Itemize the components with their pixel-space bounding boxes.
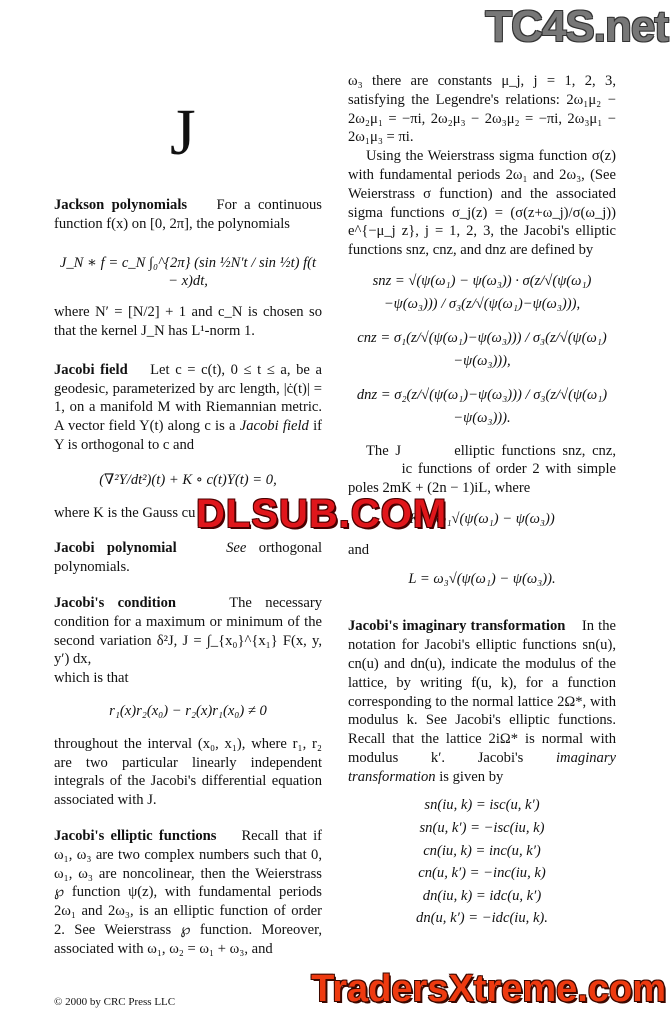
watermark-middle: DLSUB.COM — [196, 492, 448, 536]
entry-jacobi-elliptic — [54, 827, 322, 959]
entry-text: where K is the Gauss cu — [54, 504, 196, 521]
k-formula: K = ω₁√(ψ(ω₁) − ψ(ω₃)) — [409, 510, 555, 527]
copyright-footer: © 2000 by CRC Press LLC — [54, 996, 176, 1008]
entry-text: The necessary condition for a maximum or minimum of the second variation δ²J, J = ∫_{x₀}^{x₁} F(x, y, y′) dx, — [54, 594, 322, 668]
entry-text — [348, 442, 616, 498]
entry-text: The J — [366, 442, 402, 459]
jackson-formula: J_N ∗ f = c_N ∫₀^{2π} (sin ½N′t / sin ½t) f(t − x)dt, — [59, 254, 317, 290]
condition-formula: r₁(x)r₂(x₀) − r₂(x)r₁(x₀) ≠ 0 — [109, 702, 267, 719]
section-letter: J — [170, 96, 196, 169]
entry-jackson — [54, 196, 322, 234]
entry-heading: Jacobi polynomial — [54, 540, 177, 557]
transform-line: sn(u, k′) = −isc(iu, k) — [419, 820, 545, 837]
entry-term: Jacobi field — [239, 418, 309, 435]
entry-term: imaginary transformation — [348, 749, 616, 785]
entry-text: Let c = c(t), 0 ≤ t ≤ a, be a geodesic, parameterized by arc length, |ċ(t)| = 1, on a manifold M with Riemannian metric. A vector field Y(t) along c is a — [54, 361, 322, 435]
entry-jacobi-condition — [54, 594, 322, 669]
cn-formula: cnz = σ₁(z/√(ψ(ω₁)−ψ(ω₃))) / σ₃(z/√(ψ(ω₁)−ψ(ω₃))), — [357, 330, 607, 369]
transform-line: dn(u, k′) = −idc(iu, k). — [416, 910, 548, 927]
entry-text: ω₃ there are constants μ_j, j = 1, 2, 3, satisfying the Legendre's relations: 2ω₁μ₂ − 2ω₂μ₁ = −πi, 2ω₂μ₃ − 2ω₃μ₂ = −πi, 2ω₃μ₁ − 2ω₁μ₃ = πi. — [348, 73, 616, 146]
entry-heading: Jacobi field — [54, 361, 128, 378]
transform-line: cn(iu, k) = inc(u, k′) — [423, 842, 541, 859]
entry-heading: Jackson polynomials — [54, 197, 188, 213]
transform-line: dn(iu, k) = idc(u, k′) — [422, 887, 542, 904]
entry-text: In the notation for Jacobi's elliptic functions sn(u), cn(u) and dn(u), indicate the modulus of the lattice, by writing f(u, k), for a function corresponding to the normal lattice 2Ω*, with modulus k. See Jacobi's elliptic functions. Recall that the lattice 2iΩ* is normal with modulus k′. Jacobi's — [348, 618, 616, 766]
entry-jacobi-polynomial — [54, 539, 322, 577]
and-text: and — [348, 541, 370, 558]
entry-jacobi-field — [54, 361, 322, 455]
transform-list — [348, 794, 616, 930]
entry-heading: Jacobi's imaginary transformation — [348, 618, 566, 635]
entry-text: which is that — [54, 670, 129, 687]
entry-text: Recall that if ω₁, ω₃ are two complex numbers such that 0, ω₁, ω₃ are noncolinear, then the Weierstrass ℘ function ψ(z), with fundamental periods 2ω₁ and 2ω₃, is an elliptic function of order 2. See Weierstrass ℘ function. Moreover, associated with ω₁, ω₂ = ω₁ + ω₃, and — [54, 827, 323, 957]
watermark-bottom: TradersXtreme.com — [311, 968, 666, 1010]
entry-heading: Jacobi's condition — [54, 594, 177, 611]
dn-formula: dnz = σ₂(z/√(ψ(ω₁)−ψ(ω₃))) / σ₃(z/√(ψ(ω₁)−ψ(ω₃))). — [356, 387, 608, 426]
watermark-top: TC4S.net — [485, 2, 668, 51]
l-formula: L = ω₃√(ψ(ω₁) − ψ(ω₃)). — [408, 570, 556, 587]
entry-text: ic functions of order 2 with simple poles 2mK + (2n − 1)iL, where — [348, 461, 616, 497]
field-formula: (∇²Y/dt²)(t) + K ∘ c(t)Y(t) = 0, — [99, 471, 277, 488]
transform-line: sn(iu, k) = isc(u, k′) — [424, 797, 540, 814]
entry-text: throughout the interval (x₀, x₁), where r₁, r₂ are two particular linearly independent integrals of the Jacobi's differential equation associated with J. — [54, 735, 322, 809]
entry-text: elliptic functions snz, cnz, — [454, 442, 616, 459]
entry-jacobi-imaginary — [348, 617, 616, 786]
entry-text: where N′ = [N/2] + 1 and c_N is chosen so that the kernel J_N has L¹-norm 1. — [54, 304, 322, 339]
transform-line: cn(u, k′) = −inc(iu, k) — [418, 865, 546, 882]
entry-text: Using the Weierstrass sigma function σ(z) with fundamental periods 2ω₁ and 2ω₃, (See Weierstrass σ function) and the associated sigma functions σ_j(z) = (σ(z+ω_j)/σ(ω_j)) e^{−μ_j z}, j = 1, 2, 3, the Jacobi's elliptic functions snz, cnz, and dnz are defined by — [348, 148, 616, 259]
entry-text: orthogonal polynomials. — [54, 540, 322, 576]
entry-text: is given by — [439, 768, 504, 785]
entry-text: if Y is orthogonal to c and — [54, 418, 322, 453]
see-label: See — [226, 540, 247, 557]
entry-text: For a continuous function f(x) on [0, 2π], the polynomials — [54, 197, 322, 232]
left-column — [54, 196, 322, 959]
entry-heading: Jacobi's elliptic functions — [54, 827, 217, 844]
sn-formula: snz = √(ψ(ω₁) − ψ(ω₃)) · σ(z/√(ψ(ω₁)−ψ(ω₃))) / σ₃(z/√(ψ(ω₁)−ψ(ω₃))), — [372, 272, 592, 312]
